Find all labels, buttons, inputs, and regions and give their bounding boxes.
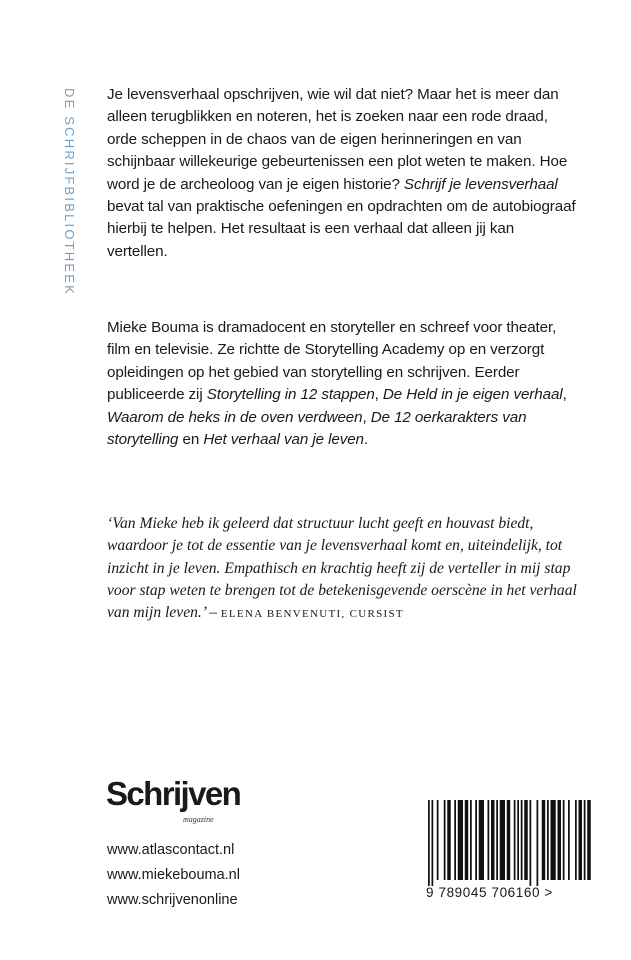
barcode-bar <box>517 800 519 880</box>
barcode-bar <box>465 800 469 880</box>
text-run: , <box>562 386 567 404</box>
barcode-bar <box>447 800 451 880</box>
text-run: , <box>362 408 371 426</box>
barcode-bar <box>470 800 472 880</box>
barcode-bar <box>500 800 505 880</box>
barcode-bar <box>558 800 562 880</box>
barcode-bar <box>530 800 532 886</box>
barcode-bar <box>579 800 583 880</box>
text-run: . <box>363 431 369 449</box>
barcode-bar <box>458 800 463 880</box>
quote-attribution: ELENA BENVENUTI, CURSIST <box>220 608 404 621</box>
barcode-bar <box>454 800 456 880</box>
blurb-paragraph-1 <box>107 84 577 263</box>
url-miekebouma[interactable]: www.miekebouma.nl <box>107 867 240 883</box>
text-run: bevat tal van praktische oefeningen en opdrachten om de autobiograaf hierbij te helpen. Het resultaat is een verhaal dat alleen jij kan vertellen. <box>107 198 576 260</box>
barcode-bar <box>479 800 484 880</box>
barcode-bar <box>542 800 546 880</box>
barcode-bar <box>428 800 430 886</box>
isbn-digits <box>426 885 596 900</box>
book-title: Waarom de heks in de oven verdween <box>107 408 363 426</box>
barcode-bar <box>496 800 498 880</box>
text-run: Je levensverhaal opschrijven, wie wil dat niet? Maar het is meer dan alleen terugblikken en noteren, het is zoeken naar een rode draad, orde scheppen in de chaos van de eigen herinneringen en van schijnbaar willekeurige gebeurtenissen een plot weten te maken. Hoe word je de archeoloog van je eigen historie? <box>107 86 568 193</box>
book-title: Het verhaal van je leven <box>203 431 364 449</box>
barcode-arrow: > <box>544 885 553 900</box>
barcode-bar <box>437 800 439 880</box>
barcode-bar <box>568 800 570 880</box>
barcode-bar <box>547 800 549 880</box>
quote-dash: – <box>205 604 221 622</box>
barcode-bar <box>551 800 556 880</box>
barcode-bar <box>475 800 477 880</box>
barcode-bar <box>587 800 591 880</box>
barcode-bar <box>584 800 586 880</box>
text-run: en <box>178 431 204 449</box>
barcode-bar <box>514 800 516 880</box>
barcode-bar <box>521 800 523 880</box>
series-title: DE SCHRIJFBIBLIOTHEEK <box>62 88 77 297</box>
barcode-bar <box>575 800 577 880</box>
isbn-number: 9 789045 706160 <box>426 885 541 900</box>
url-atlascontact[interactable]: www.atlascontact.nl <box>107 842 235 858</box>
author-bio-paragraph <box>107 317 577 451</box>
text-run: Mieke Bouma is dramadocent en storyteller en schreef voor theater, film en televisie. Ze richtte de Storytelling Academy op en verzorgt opleidingen op het gebied van storytelling en schrijven. Eerder publiceerde zij <box>107 319 557 404</box>
barcode-bar <box>491 800 495 880</box>
barcode-bar <box>507 800 511 880</box>
barcode-bar <box>444 800 446 880</box>
book-title: Schrijf je levensverhaal <box>403 175 558 193</box>
quote-text: ‘Van Mieke heb ik geleerd dat structuur lucht geeft en houvast biedt, waardoor je tot de essentie van je levensverhaal komt en, uiteindelijk, tot inzicht in je leven. Empathisch en krachtig heeft zij de verteller in mij stap voor stap weten te brengen tot de betekenisgevende oerscène in het verhaal van mijn leven.’ <box>107 515 577 622</box>
schrijven-logo-subtitle: magazine <box>183 815 214 824</box>
book-title: De Held in je eigen verhaal <box>382 386 563 404</box>
book-title: De 12 oerkarakters van storytelling <box>107 408 527 449</box>
text-run: , <box>374 386 383 404</box>
url-schrijvenonline[interactable]: www.schrijvenonline <box>107 892 238 908</box>
barcode-bar <box>537 800 539 886</box>
testimonial-quote <box>107 513 587 625</box>
barcode-bar <box>488 800 490 880</box>
schrijven-logo: Schrijven <box>106 775 241 812</box>
barcode-bar <box>432 800 434 886</box>
book-title: Storytelling in 12 stappen <box>206 386 375 404</box>
url-list <box>107 838 240 913</box>
barcode-bars <box>426 800 600 886</box>
barcode-bar <box>524 800 528 880</box>
barcode-bar <box>563 800 565 880</box>
